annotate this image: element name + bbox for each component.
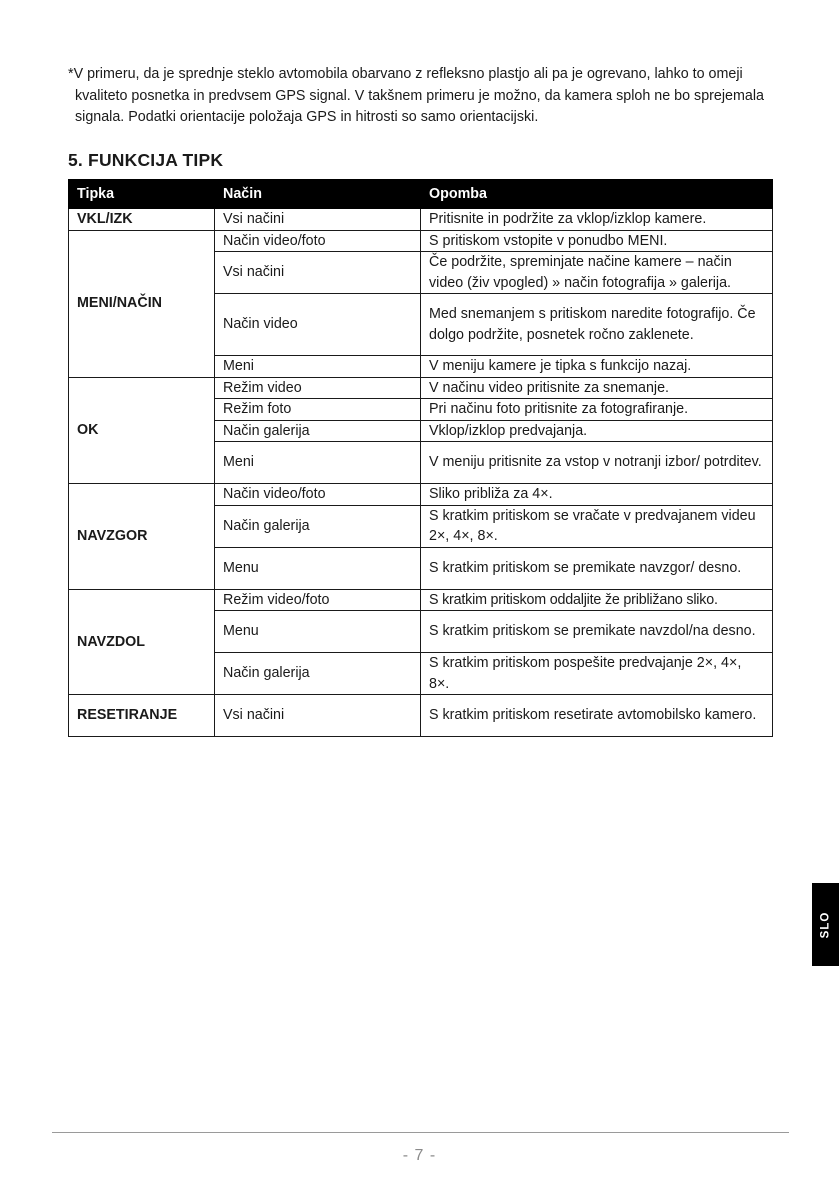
mode-cell: Meni (215, 442, 421, 484)
key-cell: NAVZDOL (69, 589, 215, 695)
note-cell: Če podržite, spreminjate načine kamere – način video (živ vpogled) » način fotografija » galerija. (421, 252, 773, 294)
table-header-row (69, 180, 773, 209)
section-title: 5. FUNKCIJA TIPK (68, 150, 224, 170)
note-cell: V načinu video pritisnite za snemanje. (421, 377, 773, 399)
header-tipka: Tipka (69, 180, 215, 209)
mode-cell: Vsi načini (215, 209, 421, 231)
mode-cell: Vsi načini (215, 695, 421, 737)
language-tab (812, 883, 839, 966)
key-cell: NAVZGOR (69, 484, 215, 590)
note-cell: Sliko približa za 4×. (421, 484, 773, 506)
key-cell: RESETIRANJE (69, 695, 215, 737)
key-cell: MENI/NAČIN (69, 230, 215, 377)
mode-cell: Režim foto (215, 399, 421, 421)
table-row (69, 230, 773, 252)
note-cell: S kratkim pritiskom resetirate avtomobilsko kamero. (421, 695, 773, 737)
language-label: SLO (819, 911, 832, 938)
note-cell: Pritisnite in podržite za vklop/izklop kamere. (421, 209, 773, 231)
note-cell: S kratkim pritiskom se vračate v predvajanem videu 2×, 4×, 8×. (421, 505, 773, 547)
key-cell: OK (69, 377, 215, 484)
note-cell: S kratkim pritiskom oddaljite že približano sliko. (421, 589, 773, 611)
mode-cell: Način galerija (215, 505, 421, 547)
page-number: - 7 - (402, 1147, 437, 1164)
key-cell: VKL/IZK (69, 209, 215, 231)
note-cell: S pritiskom vstopite v ponudbo MENI. (421, 230, 773, 252)
button-function-table (68, 179, 773, 737)
footer-divider (52, 1132, 789, 1133)
header-opomba: Opomba (421, 180, 773, 209)
header-nacin: Način (215, 180, 421, 209)
mode-cell: Način galerija (215, 420, 421, 442)
mode-cell: Način galerija (215, 653, 421, 695)
note-cell: V meniju kamere je tipka s funkcijo nazaj. (421, 356, 773, 378)
mode-cell: Režim video (215, 377, 421, 399)
note-cell: Pri načinu foto pritisnite za fotografiranje. (421, 399, 773, 421)
table-row (69, 695, 773, 737)
note-cell: S kratkim pritiskom se premikate navzdol/na desno. (421, 611, 773, 653)
mode-cell: Meni (215, 356, 421, 378)
mode-cell: Menu (215, 547, 421, 589)
gps-note: *V primeru, da je sprednje steklo avtomobila obarvano z refleksno plastjo ali pa je ogrevano, lahko to omeji kvaliteto posnetka in predvsem GPS signal. V takšnem primeru je možno, da kamera sploh ne bo sprejemala signala. Podatki orientacije položaja GPS in hitrosti so samo orientacijski. (68, 66, 764, 125)
mode-cell: Vsi načini (215, 252, 421, 294)
note-cell: S kratkim pritiskom pospešite predvajanje 2×, 4×, 8×. (421, 653, 773, 695)
mode-cell: Način video/foto (215, 230, 421, 252)
table-row (69, 377, 773, 399)
note-cell: Med snemanjem s pritiskom naredite fotografijo. Če dolgo podržite, posnetek ročno zaklenete. (421, 294, 773, 356)
table-row (69, 589, 773, 611)
mode-cell: Režim video/foto (215, 589, 421, 611)
table-row (69, 484, 773, 506)
mode-cell: Način video/foto (215, 484, 421, 506)
note-cell: S kratkim pritiskom se premikate navzgor/ desno. (421, 547, 773, 589)
note-cell: Vklop/izklop predvajanja. (421, 420, 773, 442)
table-row (69, 209, 773, 231)
mode-cell: Način video (215, 294, 421, 356)
note-cell: V meniju pritisnite za vstop v notranji izbor/ potrditev. (421, 442, 773, 484)
mode-cell: Menu (215, 611, 421, 653)
